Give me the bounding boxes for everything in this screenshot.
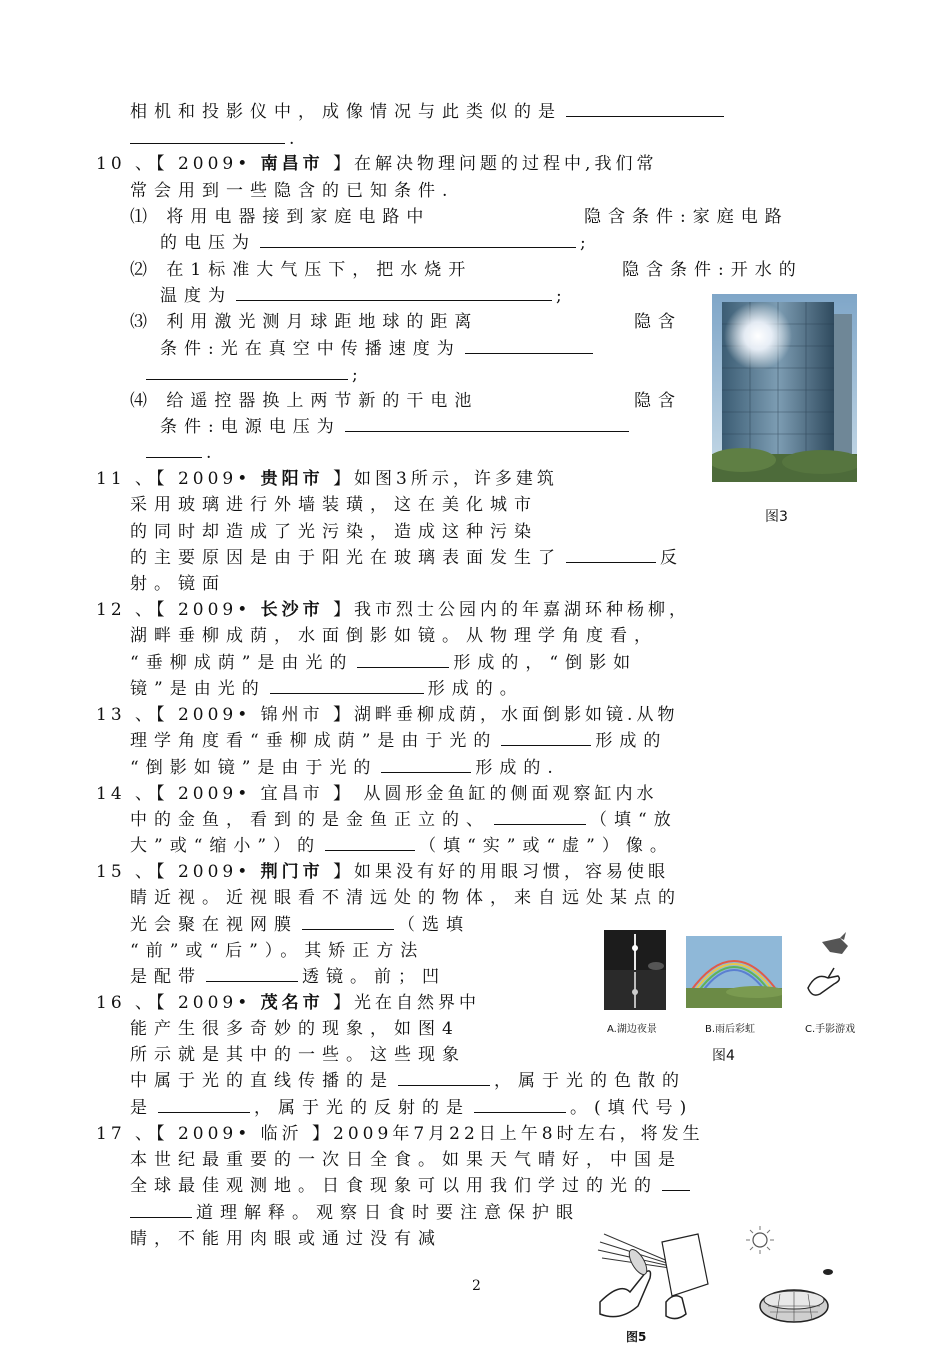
- question-11-line: 11 、【 2009• 贵阳市 】如图3所示，许多建筑: [96, 469, 558, 489]
- question-12-line: 12 、【 2009• 长沙市 】我市烈士公园内的年嘉湖环种杨柳，: [96, 600, 691, 620]
- text-line: .: [146, 441, 218, 465]
- text-line: 本世纪最重要的一次日全食。如果天气晴好，中国是: [130, 1150, 682, 1170]
- text-line: 光会聚在视网膜 （选填: [130, 915, 470, 935]
- text-line: 条件:光在真空中传播速度为: [160, 337, 597, 361]
- figure-3-caption: 图3: [765, 509, 788, 525]
- text-line: 中的金鱼，看到的是金鱼正立的、 （填“放: [130, 810, 678, 830]
- figure-4a-lake-night-photo: [604, 930, 666, 1010]
- answer-blank: [146, 441, 202, 458]
- answer-blank: [494, 808, 586, 825]
- answer-blank: [260, 231, 576, 248]
- answer-blank: [130, 127, 285, 144]
- text-line: 条件:电源电压为: [160, 415, 633, 439]
- figure-3-building-photo: [712, 294, 857, 482]
- answer-blank: [381, 756, 471, 773]
- text-line: 睛近视。近视眼看不清远处的物体，来自远处某点的: [130, 888, 682, 908]
- question-10-line: 10 、【 2009• 南昌市 】在解决物理问题的过程中,我们常: [96, 154, 658, 174]
- question-14-line: 14 、【 2009• 宜昌市 】 从圆形金鱼缸的侧面观察缸内水: [96, 784, 658, 804]
- text-line: “倒影如镜”是由于光的 形成的.: [130, 758, 560, 778]
- figure-4c-label: C.手影游戏: [805, 1024, 856, 1035]
- answer-blank: [357, 651, 449, 668]
- answer-blank: [270, 677, 424, 694]
- text-line: “前”或“后”）。其矫正方法: [130, 941, 425, 961]
- text-line: 隐含: [634, 312, 682, 332]
- answer-blank: [302, 913, 394, 930]
- text-line: 睛，不能用肉眼或通过没有减: [130, 1229, 442, 1249]
- text-line: 镜”是由光的 形成的。: [130, 679, 524, 699]
- answer-blank: [662, 1174, 690, 1191]
- answer-blank: [345, 415, 629, 432]
- answer-blank: [398, 1069, 490, 1086]
- question-15-line: 15 、【 2009• 荆门市 】如果没有好的用眼习惯，容易使眼: [96, 862, 670, 882]
- answer-blank: [130, 1201, 192, 1218]
- text-line: ⑵ 在1标准大气压下，把水烧开: [130, 260, 473, 280]
- answer-blank: [146, 363, 348, 380]
- figure-4b-label: B.雨后彩虹: [705, 1024, 756, 1035]
- answer-blank: [501, 729, 591, 746]
- text-line: 全球最佳观测地。日食现象可以用我们学过的光的: [130, 1174, 694, 1198]
- text-line: 中属于光的直线传播的是 ，属于光的色散的: [130, 1071, 686, 1091]
- eclipse-observation-image: [590, 1222, 872, 1326]
- text-line: [130, 100, 728, 124]
- hand-shadow-image: [800, 932, 860, 1008]
- text-line: 所示就是其中的一些。这些现象: [130, 1045, 466, 1065]
- text-line: 理学角度看“垂柳成荫”是由于光的 形成的: [130, 731, 668, 751]
- text-line: ⑷ 给遥控器换上两节新的干电池: [130, 391, 479, 411]
- text-line: 隐含条件:家庭电路: [584, 207, 789, 227]
- rainbow-image: [686, 936, 782, 1008]
- answer-blank: [566, 546, 656, 563]
- text-line: 隐含: [634, 391, 682, 411]
- figure-4-caption: 图4: [712, 1048, 735, 1064]
- text-line: 隐含条件:开水的: [622, 260, 803, 280]
- answer-blank: [566, 100, 724, 117]
- answer-blank: [158, 1096, 250, 1113]
- text-line: ;: [146, 363, 365, 387]
- answer-blank: [325, 834, 415, 851]
- text-line: 温度为 ;: [160, 286, 569, 306]
- figure-5-caption: 图5: [626, 1330, 647, 1344]
- text-line: 采用玻璃进行外墙装璜，这在美化城市: [130, 495, 538, 515]
- building-image: [712, 294, 857, 482]
- answer-blank: [206, 965, 298, 982]
- question-16-line: 16 、【 2009• 茂名市 】光在自然界中: [96, 993, 481, 1013]
- answer-blank: [236, 284, 552, 301]
- text-line: ⑴ 将用电器接到家庭电路中: [130, 207, 431, 227]
- text-line: 射。镜面: [130, 574, 226, 594]
- text-line: 湖畔垂柳成荫，水面倒影如镜。从物理学角度看，: [130, 626, 658, 646]
- text-line: 是 ，属于光的反射的是 。(填代号): [130, 1098, 694, 1118]
- answer-blank: [474, 1096, 566, 1113]
- text-line: 的电压为 ;: [160, 233, 593, 253]
- text-line: “垂柳成荫”是由光的 形成的，“倒影如: [130, 653, 638, 673]
- text-line: ⑶ 利用激光测月球距地球的距离: [130, 312, 479, 332]
- text: 相机和投影仪中，成像情况与此类似的是: [130, 102, 562, 122]
- question-17-line: 17 、【 2009• 临沂 】2009年7月22日上午8时左右，将发生: [96, 1124, 704, 1144]
- text-line: 是配带 透镜。前；凹: [130, 967, 446, 987]
- text-line: 的同时却造成了光污染，造成这种污染: [130, 522, 538, 542]
- text-line: 能产生很多奇妙的现象，如图4: [130, 1019, 460, 1039]
- lake-night-image: [604, 930, 666, 1010]
- text-line: .: [130, 127, 301, 151]
- text-line: 道理解释。观察日食时要注意保护眼: [130, 1201, 580, 1225]
- text-line: 大”或“缩小”）的 （填“实”或“虚”）像。: [130, 836, 674, 856]
- figure-4b-rainbow-photo: [686, 936, 782, 1008]
- answer-blank: [465, 337, 593, 354]
- page-number: 2: [472, 1278, 481, 1294]
- text-line: 的主要原因是由于阳光在玻璃表面发生了 反: [130, 548, 684, 568]
- question-13-line: 13 、【 2009• 锦州市 】湖畔垂柳成荫，水面倒影如镜.从物: [96, 705, 679, 725]
- figure-5-eclipse-observation: [590, 1222, 872, 1326]
- text-line: 常会用到一些隐含的已知条件.: [130, 181, 455, 201]
- figure-4a-label: A.湖边夜景: [607, 1024, 657, 1035]
- figure-4c-hand-shadow: [800, 932, 860, 1008]
